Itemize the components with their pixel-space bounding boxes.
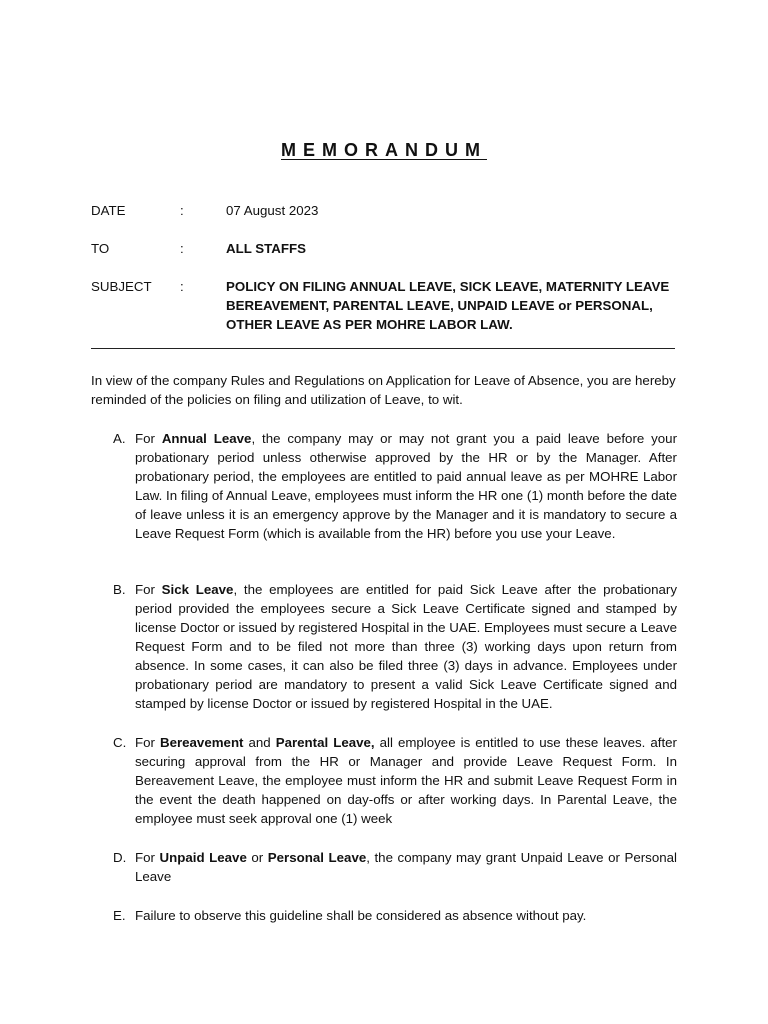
item-bold-term-2: Personal Leave — [267, 850, 367, 865]
item-mid: or — [246, 850, 268, 865]
item-bold-term-2: Parental Leave, — [275, 735, 375, 750]
item-text — [135, 848, 677, 886]
date-label: DATE — [91, 203, 126, 218]
to-label: TO — [91, 241, 110, 256]
to-value: ALL STAFFS — [226, 241, 307, 256]
item-bold-term: Annual Leave — [161, 431, 252, 446]
item-text — [135, 429, 677, 543]
item-body: Failure to observe this guideline shall be considered as absence without pay. — [135, 908, 587, 923]
subject-label: SUBJECT — [91, 279, 152, 294]
item-pre: For — [135, 850, 160, 865]
item-letter: A. — [113, 431, 126, 446]
item-body: all employee is entitled to use these leaves. after securing approval from the HR or Manager and provide Leave Request Form. In Bereavement Leave, the employee must inform the HR and submit Leave Request Form in the event the death happened on day-offs or after working days. In Parental Leave, the employee must seek approval one (1) week — [135, 735, 677, 826]
date-colon: : — [180, 203, 184, 218]
date-value: 07 August 2023 — [226, 203, 319, 218]
header-divider — [91, 348, 675, 349]
item-bold-term: Unpaid Leave — [159, 850, 247, 865]
item-pre: For — [135, 582, 162, 597]
item-text — [135, 580, 677, 713]
item-body: , the company may or may not grant you a paid leave before your probationary period unless otherwise approved by the HR or by the Manager. After probationary period, the employees are entitled to paid annual leave as per MOHRE Labor Law. In filing of Annual Leave, employees must inform the HR one (1) month before the date of leave unless it is an emergency approve by the Manager and it is mandatory to secure a Leave Request Form (which is available from the HR) before you use your Leave. — [135, 431, 678, 541]
subject-value: POLICY ON FILING ANNUAL LEAVE, SICK LEAVE, MATERNITY LEAVE BEREAVEMENT, PARENTAL LEAVE, UNPAID LEAVE or PERSONAL, OTHER LEAVE AS PER MOHRE LABOR LAW. — [226, 279, 670, 332]
item-bold-term: Sick Leave — [161, 582, 234, 597]
item-letter: E. — [113, 908, 126, 923]
item-letter: D. — [113, 850, 127, 865]
item-pre: For — [135, 735, 160, 750]
item-letter: C. — [113, 735, 127, 750]
to-colon: : — [180, 241, 184, 256]
item-letter: B. — [113, 582, 126, 597]
item-mid: and — [243, 735, 276, 750]
item-body: , the company may grant Unpaid Leave or Personal Leave — [135, 850, 677, 884]
item-text — [135, 906, 677, 925]
subject-colon: : — [180, 279, 184, 294]
item-pre: For — [135, 431, 162, 446]
intro-paragraph: In view of the company Rules and Regulations on Application for Leave of Absence, you are hereby reminded of the policies on filing and utilization of Leave, to wit. — [91, 373, 676, 407]
item-text — [135, 733, 677, 828]
memo-title: MEMORANDUM — [281, 140, 487, 160]
item-body: , the employees are entitled for paid Sick Leave after the probationary period provided the employees secure a Sick Leave Certificate signed and stamped by license Doctor or issued by registered Hospital in the UAE. Employees must secure a Leave Request Form and to be filed not more than three (3) working days upon return from absence. In some cases, it can also be filed three (3) days in advance. Employees under probationary period are mandatory to present a valid Sick Leave Certificate signed and stamped by license Doctor or issued by registered Hospital in the UAE. — [135, 582, 677, 711]
item-bold-term: Bereavement — [159, 735, 244, 750]
